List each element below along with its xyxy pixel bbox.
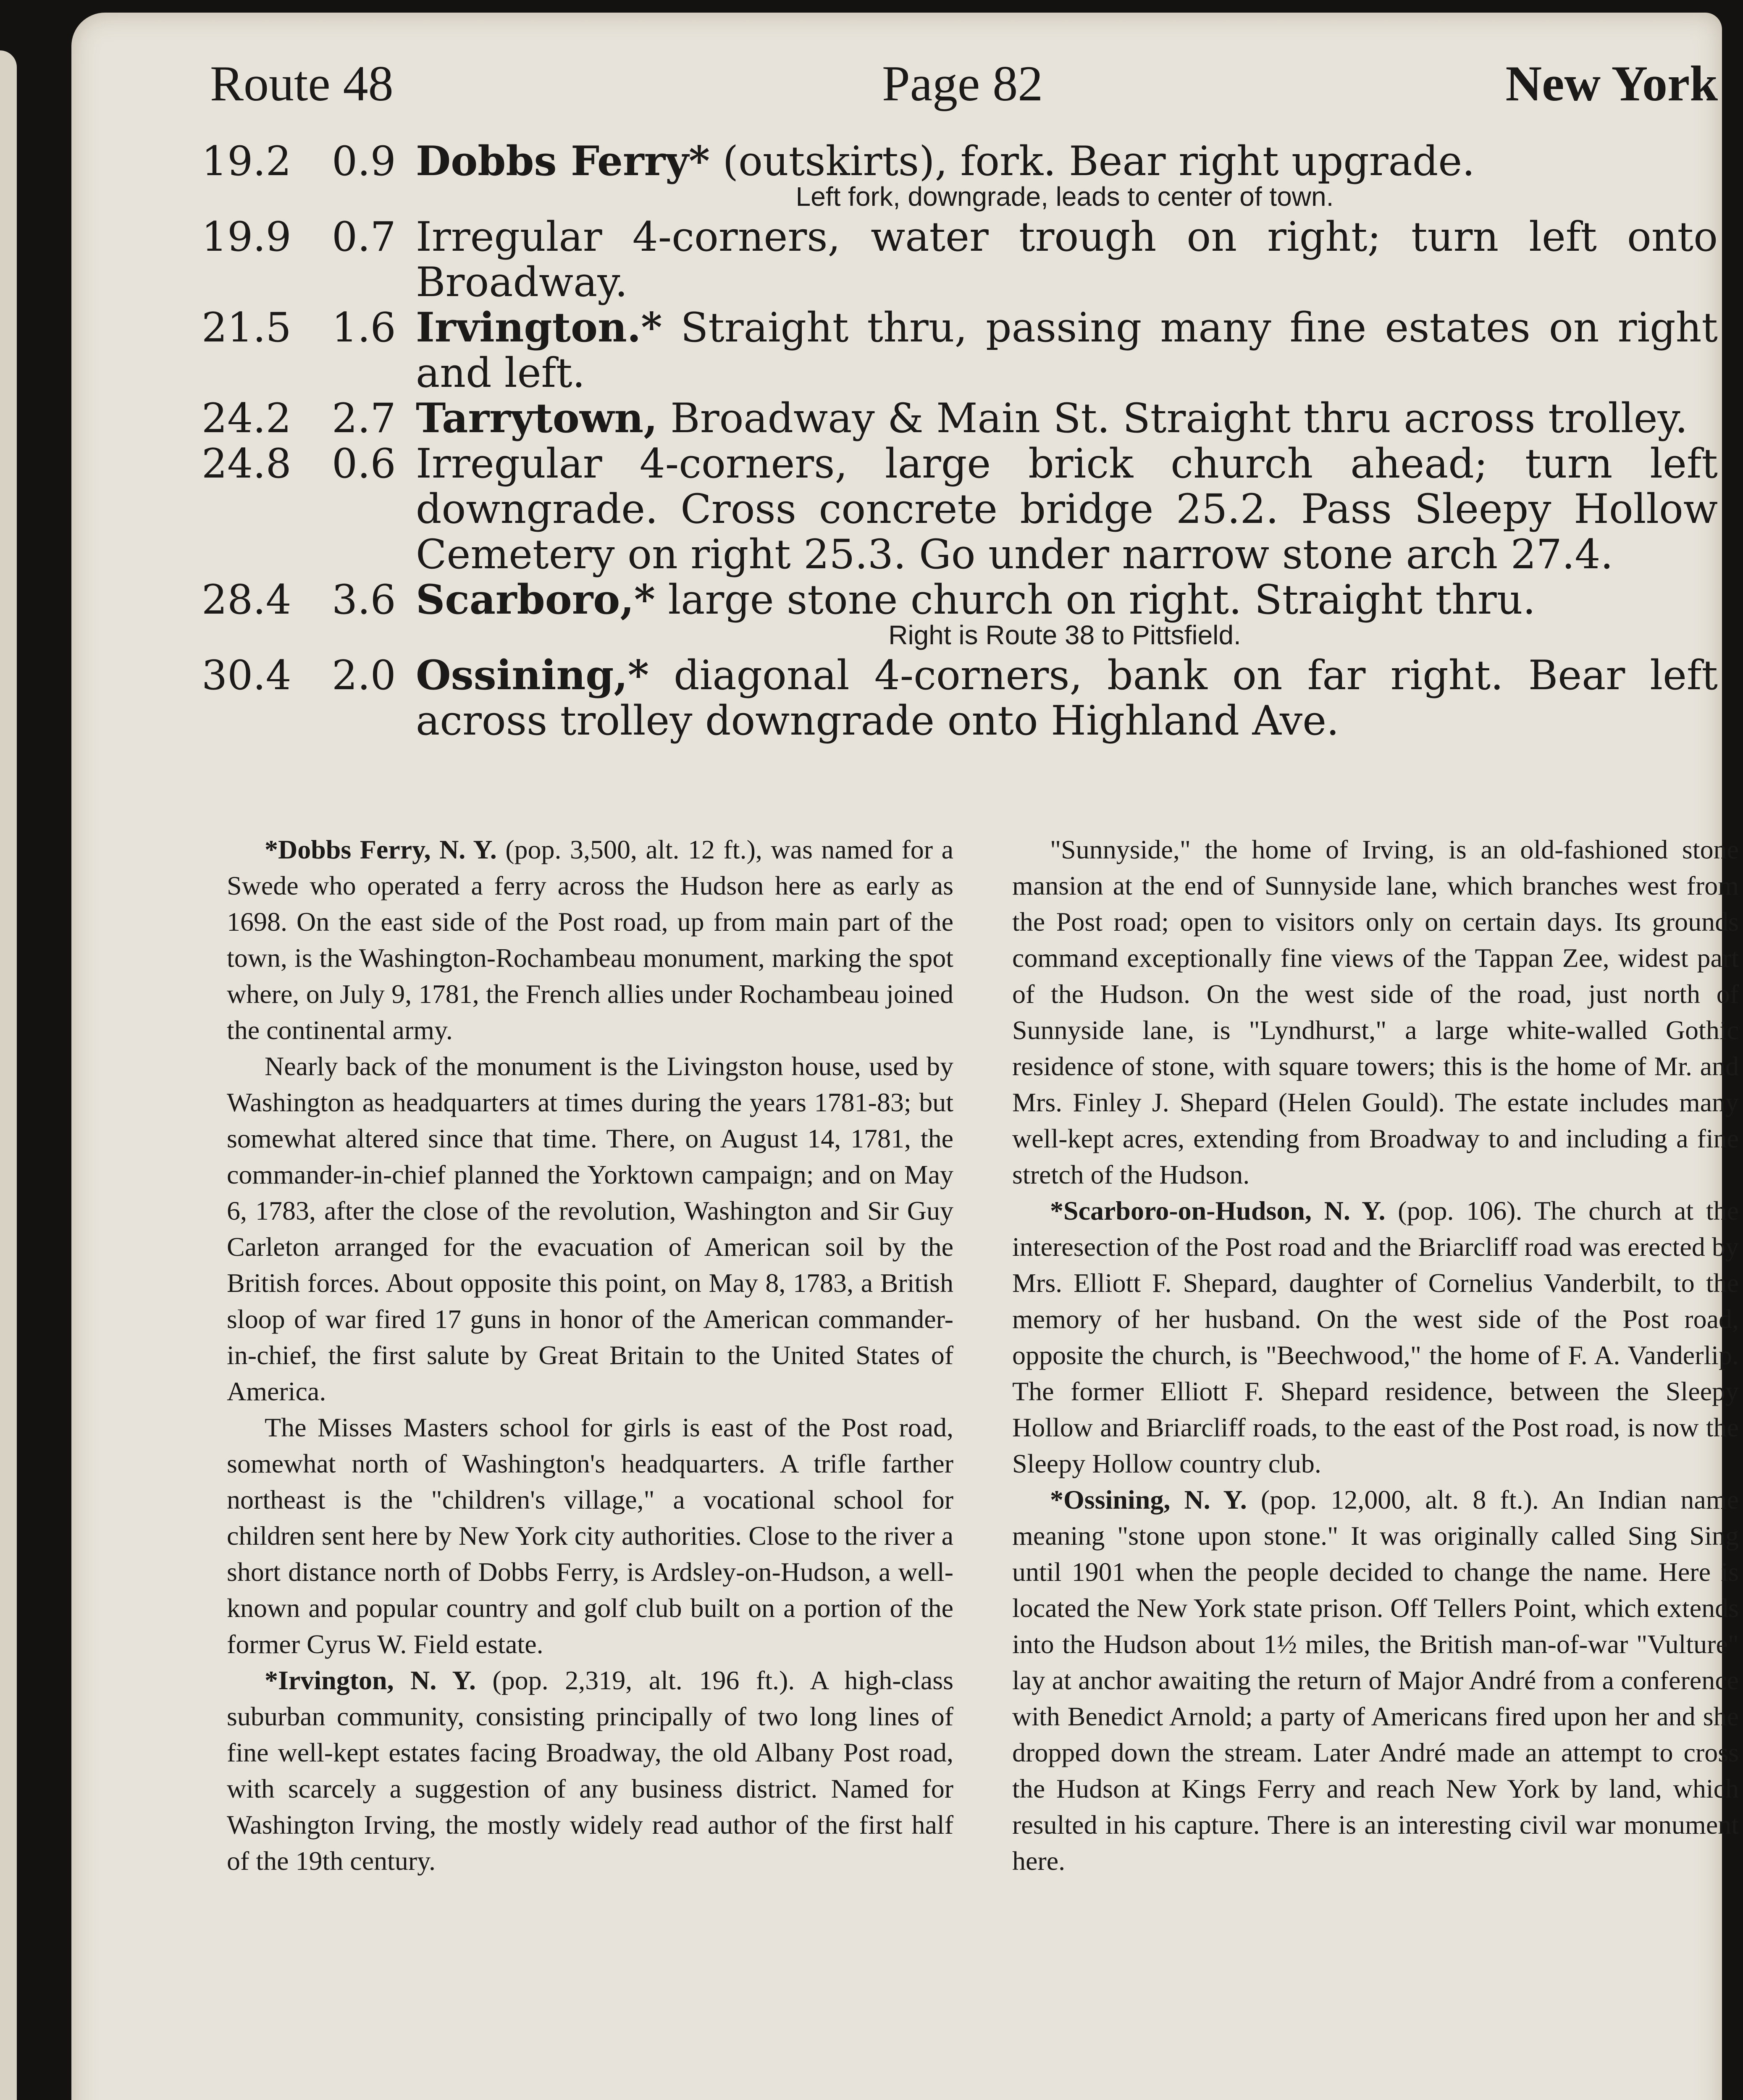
- route-entry: [202, 396, 1718, 441]
- segment-mileage: 0.6: [332, 440, 396, 487]
- note-text: "Sunnyside," the home of Irving, is an old-fashioned stone mansion at the end of Sunnyside lane, which branches west from the Post road; open to visitors only on certain days. Its grounds command exceptionally fine views of the Tappan Zee, widest part of the Hudson. On the west side of the road, just north of Sunnyside lane, is "Lyndhurst," a large white-walled Gothic residence of stone, with square towers; this is the home of Mr. and Mrs. Finley J. Shepard (Helen Gould). The estate includes many well-kept acres, extending from Broadway to and including a fine stretch of the Hudson.: [1012, 835, 1739, 1189]
- route-entry: [202, 305, 1718, 396]
- route-entry: [202, 139, 1718, 184]
- route-subnote: Left fork, downgrade, leads to center of town.: [795, 181, 1334, 212]
- route-text: [416, 139, 1718, 184]
- route-entry: [202, 653, 1718, 743]
- route-description: diagonal 4-corners, bank on far right. Bear left across trolley downgrade onto Highland Ave.: [416, 652, 1718, 744]
- page-header: [210, 55, 1718, 126]
- segment-mileage: 1.6: [332, 304, 396, 351]
- cumulative-mileage: 19.9: [202, 213, 291, 260]
- place-name: Scarboro,*: [416, 576, 655, 623]
- note-text: (pop. 3,500, alt. 12 ft.), was named for a Swede who operated a ferry across the Hudson here as early as 1698. On the east side of the Post road, up from main part of the town, is the Washington-Rochambeau monument, marking the spot where, on July 9, 1781, the French allies under Rochambeau joined the continental army.: [227, 835, 953, 1045]
- place-name: Tarrytown,: [416, 394, 658, 442]
- route-description: Irregular 4-corners, water trough on right; turn left onto Broadway.: [416, 213, 1718, 306]
- route-text: [416, 305, 1718, 396]
- note-text: (pop. 106). The church at the interesection of the Post road and the Briarcliff road was erected by Mrs. Elliott F. Shepard, daughter of Cornelius Vanderbilt, to the memory of her husband. On the west side of the Post road, opposite the church, is "Beechwood," the home of F. A. Vanderlip. The former Elliott F. Shepard residence, between the Sleepy Hollow and Briarcliff roads, to the east of the Post road, is now the Sleepy Hollow country club.: [1012, 1196, 1739, 1478]
- note-paragraph: [1012, 832, 1739, 1193]
- route-entry: [202, 577, 1718, 622]
- segment-mileage: 2.7: [332, 395, 396, 442]
- route-entry: [202, 214, 1718, 305]
- route-subnote: Right is Route 38 to Pittsfield.: [888, 620, 1241, 650]
- route-description: Broadway & Main St. Straight thru across trolley.: [657, 395, 1688, 442]
- note-place-heading: *Dobbs Ferry, N. Y.: [265, 835, 497, 864]
- cumulative-mileage: 30.4: [202, 652, 291, 699]
- route-directions: [202, 139, 1718, 743]
- page-number: Page 82: [882, 55, 1043, 111]
- note-paragraph: [1012, 1193, 1739, 1482]
- route-description: large stone church on right. Straight thru.: [655, 576, 1536, 623]
- route-number: Route 48: [210, 55, 394, 111]
- note-paragraph: [227, 1410, 953, 1662]
- note-paragraph: [1012, 1482, 1739, 1879]
- notes-right-column: [1012, 832, 1739, 1879]
- note-paragraph: [227, 1662, 953, 1879]
- page-edge: [0, 50, 17, 2100]
- route-text: [416, 441, 1718, 577]
- note-text: Nearly back of the monument is the Livingston house, used by Washington as headquarters at times during the years 1781-83; but somewhat altered since that time. There, on August 14, 1781, the commander-in-chief planned the Yorktown campaign; and on May 6, 1783, after the close of the revolution, Washington and Sir Guy Carleton arranged for the evacuation of American soil by the British forces. About opposite this point, on May 8, 1783, a British sloop of war fired 17 guns in honor of the American commander-in-chief, the first salute by Great Britain to the United States of America.: [227, 1051, 953, 1406]
- route-entry: [202, 441, 1718, 577]
- note-text: (pop. 2,319, alt. 196 ft.). A high-class suburban community, consisting principally of two long lines of fine well-kept estates facing Broadway, the old Albany Post road, with scarcely a suggestion of any business district. Named for Washington Irving, the mostly widely read author of the first half of the 19th century.: [227, 1665, 954, 1876]
- place-name: Dobbs Ferry*: [416, 137, 710, 185]
- notes-left-column: [227, 832, 953, 1879]
- note-paragraph: [227, 832, 953, 1048]
- state-name: New York: [1505, 55, 1718, 111]
- segment-mileage: 0.9: [332, 138, 396, 185]
- route-description: Straight thru, passing many fine estates on right and left.: [416, 304, 1718, 396]
- notes-columns: [227, 832, 1739, 2100]
- route-description: Irregular 4-corners, large brick church ahead; turn left downgrade. Cross concrete bridge 25.2. Pass Sleepy Hollow Cemetery on right 25.3. Go under narrow stone arch 27.4.: [416, 440, 1718, 578]
- place-name: Ossining,*: [416, 651, 649, 699]
- note-place-heading: *Irvington, N. Y.: [265, 1665, 476, 1695]
- route-text: [416, 653, 1718, 743]
- route-text: [416, 577, 1718, 622]
- note-place-heading: *Scarboro-on-Hudson, N. Y.: [1050, 1196, 1386, 1226]
- cumulative-mileage: 19.2: [202, 138, 291, 185]
- cumulative-mileage: 28.4: [202, 576, 291, 623]
- note-text: (pop. 12,000, alt. 8 ft.). An Indian name meaning "stone upon stone." It was originally called Sing Sing until 1901 when the people decided to change the name. Here is located the New York state prison. Off Tellers Point, which extends into the Hudson about 1½ miles, the British man-of-war "Vulture" lay at anchor awaiting the return of Major André from a conference with Benedict Arnold; a party of Americans fired upon her and she dropped down the stream. Later André made an attempt to cross the Hudson at Kings Ferry and reach New York by land, which resulted in his capture. There is an interesting civil war monument here.: [1012, 1485, 1739, 1876]
- route-text: [416, 214, 1718, 305]
- note-paragraph: [227, 1048, 953, 1410]
- segment-mileage: 0.7: [332, 213, 396, 260]
- segment-mileage: 2.0: [332, 652, 396, 699]
- place-name: Irvington.*: [416, 304, 662, 351]
- segment-mileage: 3.6: [332, 576, 396, 623]
- cumulative-mileage: 24.8: [202, 440, 291, 487]
- cumulative-mileage: 24.2: [202, 395, 291, 442]
- route-description: (outskirts), fork. Bear right upgrade.: [710, 138, 1475, 185]
- route-text: [416, 396, 1718, 441]
- note-text: The Misses Masters school for girls is east of the Post road, somewhat north of Washington's headquarters. A trifle farther northeast is the "children's village," a vocational school for children sent here by New York city authorities. Close to the river a short distance north of Dobbs Ferry, is Ardsley-on-Hudson, a well-known and popular country and golf club built on a portion of the former Cyrus W. Field estate.: [227, 1412, 953, 1659]
- cumulative-mileage: 21.5: [202, 304, 291, 351]
- note-place-heading: *Ossining, N. Y.: [1050, 1485, 1247, 1515]
